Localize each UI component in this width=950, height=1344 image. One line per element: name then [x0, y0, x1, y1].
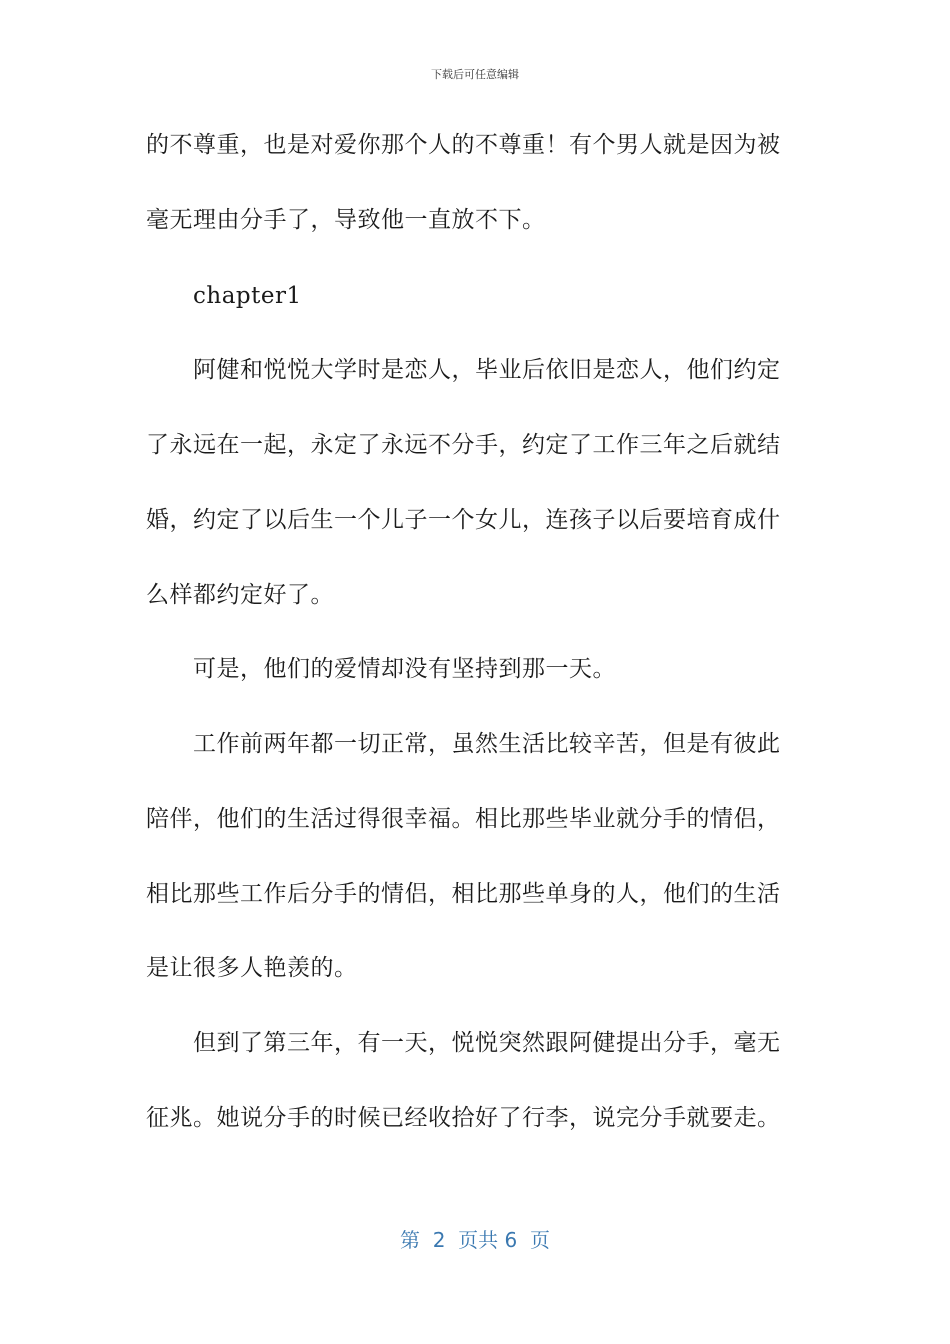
text-line: 征兆。她说分手的时候已经收拾好了行李，说完分手就要走。: [146, 1105, 781, 1131]
text-line: 的不尊重，也是对爱你那个人的不尊重！有个男人就是因为被: [146, 132, 781, 158]
text-line: 婚，约定了以后生一个儿子一个女儿，连孩子以后要培育成什: [146, 507, 781, 533]
text-line: 毫无理由分手了，导致他一直放不下。: [146, 207, 546, 233]
paragraph-start: 阿健和悦悦大学时是恋人，毕业后依旧是恋人，他们约定: [193, 357, 781, 383]
text-line: 了永远在一起，永定了永远不分手，约定了工作三年之后就结: [146, 432, 781, 458]
text-line: 陪伴，他们的生活过得很幸福。相比那些毕业就分手的情侣，: [146, 806, 781, 832]
paragraph-start: 工作前两年都一切正常，虽然生活比较辛苦，但是有彼此: [193, 731, 781, 757]
chapter-heading: chapter1: [193, 283, 302, 309]
page-footer: 第 2 页共 6 页: [400, 1228, 550, 1252]
paragraph-start: 但到了第三年，有一天，悦悦突然跟阿健提出分手，毫无: [193, 1030, 781, 1056]
text-line: 相比那些工作后分手的情侣，相比那些单身的人，他们的生活: [146, 881, 781, 907]
paragraph-start: 可是，他们的爱情却没有坚持到那一天。: [193, 656, 616, 682]
page-header: 下载后可任意编辑: [431, 68, 519, 81]
text-line: 是让很多人艳羡的。: [146, 955, 358, 981]
text-line: 么样都约定好了。: [146, 582, 334, 608]
